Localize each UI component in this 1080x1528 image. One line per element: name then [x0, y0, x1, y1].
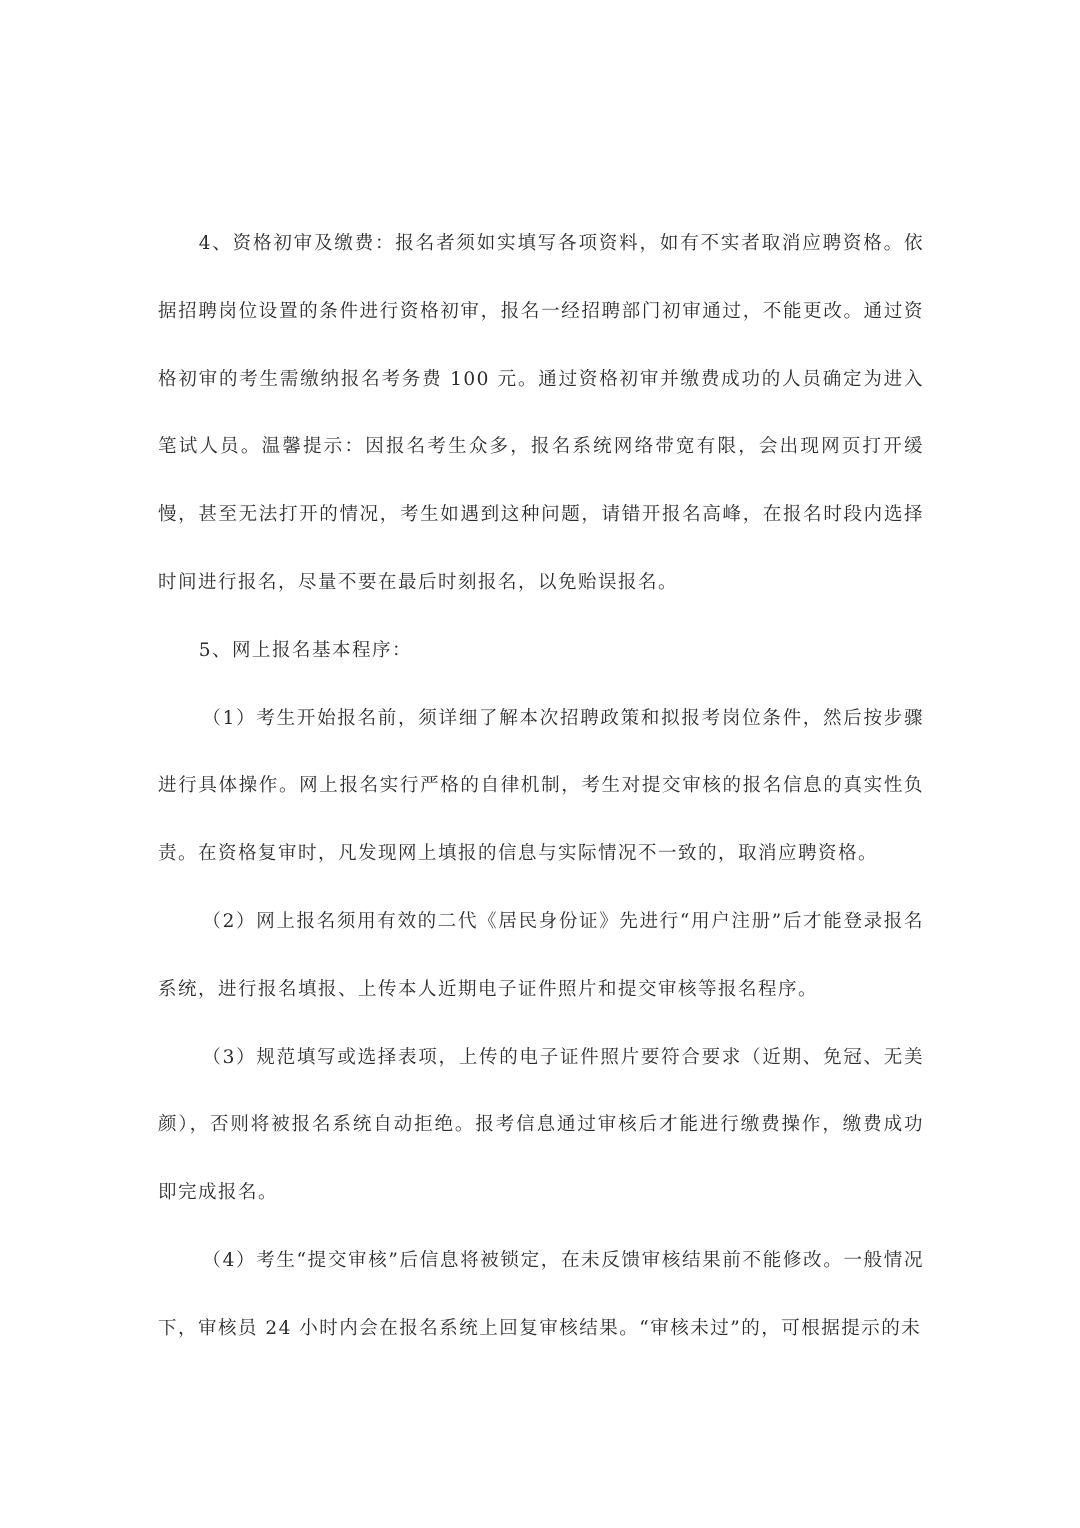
paragraph-step-2: （2）网上报名须用有效的二代《居民身份证》先进行“用户注册”后才能登录报名系统，进行报名填报、上传本人近期电子证件照片和提交审核等报名程序。	[158, 910, 924, 1000]
paragraph-qualification-and-fee: 4、资格初审及缴费：报名者须如实填写各项资料，如有不实者取消应聘资格。依据招聘岗位设置的条件进行资格初审，报名一经招聘部门初审通过，不能更改。通过资格初审的考生需缴纳报名考务费 100 元。通过资格初审并缴费成功的人员确定为进入笔试人员。温馨提示：因报名考生众多，报名系统网络带宽有限，会出现网页打开缓慢，甚至无法打开的情况，考生如遇到这种问题，请错开报名高峰，在报名时段内选择时间进行报名，尽量不要在最后时刻报名，以免贻误报名。	[158, 233, 924, 593]
document-body	[158, 210, 924, 1363]
paragraph-step-3: （3）规范填写或选择表项，上传的电子证件照片要符合要求（近期、免冠、无美颜），否则将被报名系统自动拒绝。报考信息通过审核后才能进行缴费操作，缴费成功即完成报名。	[158, 1046, 924, 1204]
paragraph-step-1: （1）考生开始报名前，须详细了解本次招聘政策和拟报考岗位条件，然后按步骤进行具体操作。网上报名实行严格的自律机制，考生对提交审核的报名信息的真实性负责。在资格复审时，凡发现网上填报的信息与实际情况不一致的，取消应聘资格。	[158, 707, 924, 865]
paragraph-online-registration-heading: 5、网上报名基本程序：	[198, 639, 412, 661]
paragraph-step-4: （4）考生“提交审核”后信息将被锁定，在未反馈审核结果前不能修改。一般情况下，审核员 24 小时内会在报名系统上回复审核结果。“审核未过”的，可根据提示的未	[158, 1249, 924, 1339]
